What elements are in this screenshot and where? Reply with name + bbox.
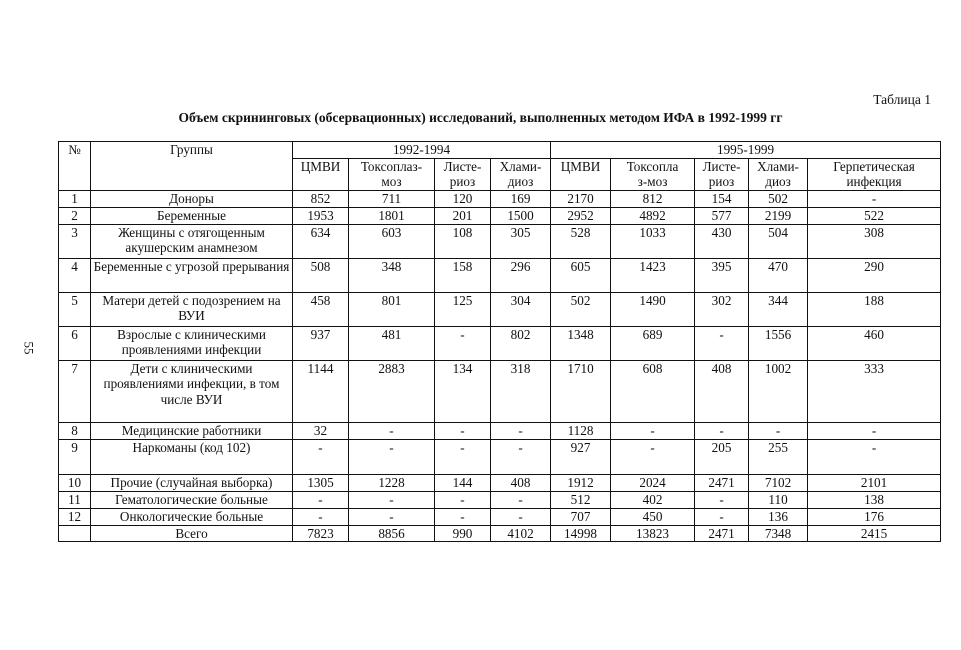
row-value: 1033 <box>611 224 695 258</box>
row-value: 460 <box>808 326 941 360</box>
row-value: 2471 <box>695 474 749 491</box>
row-value: 344 <box>749 292 808 326</box>
row-number: 5 <box>59 292 91 326</box>
header-column: Листе- риоз <box>435 158 491 190</box>
row-value: - <box>695 508 749 525</box>
row-value: 255 <box>749 439 808 474</box>
row-value: 450 <box>611 508 695 525</box>
table-row <box>59 224 941 258</box>
table-label: Таблица 1 <box>873 92 931 107</box>
row-value: 188 <box>808 292 941 326</box>
row-value: 304 <box>491 292 551 326</box>
page-number: 55 <box>21 341 37 355</box>
table-row <box>59 326 941 360</box>
row-value: 1500 <box>491 207 551 224</box>
row-value: - <box>349 508 435 525</box>
row-value: 1128 <box>551 422 611 439</box>
row-value: 134 <box>435 360 491 422</box>
row-value: 395 <box>695 258 749 292</box>
row-value: 634 <box>293 224 349 258</box>
header-column: ЦМВИ <box>551 158 611 190</box>
header-column: Токсопла з-моз <box>611 158 695 190</box>
row-value: 296 <box>491 258 551 292</box>
row-number: 10 <box>59 474 91 491</box>
row-value: 603 <box>349 224 435 258</box>
row-value: 1710 <box>551 360 611 422</box>
row-value: 2883 <box>349 360 435 422</box>
row-value: 2952 <box>551 207 611 224</box>
row-value: - <box>293 439 349 474</box>
row-value: - <box>491 508 551 525</box>
row-value: 402 <box>611 491 695 508</box>
row-value: 1953 <box>293 207 349 224</box>
row-value: 512 <box>551 491 611 508</box>
row-value: 305 <box>491 224 551 258</box>
row-value: 408 <box>491 474 551 491</box>
row-group: Матери детей с подозрением на ВУИ <box>91 292 293 326</box>
row-group: Наркоманы (код 102) <box>91 439 293 474</box>
table-row <box>59 508 941 525</box>
table-row <box>59 207 941 224</box>
row-value: 144 <box>435 474 491 491</box>
row-group: Беременные <box>91 207 293 224</box>
row-value: - <box>435 422 491 439</box>
table-title: Объем скрининговых (обсервационных) исследований, выполненных методом ИФА в 1992-1999 гг <box>178 110 783 125</box>
row-value: 2199 <box>749 207 808 224</box>
table-row <box>59 439 941 474</box>
row-number: 6 <box>59 326 91 360</box>
row-value: - <box>349 422 435 439</box>
row-number: 1 <box>59 190 91 207</box>
row-group: Беременные с угрозой прерывания <box>91 258 293 292</box>
row-value: 1228 <box>349 474 435 491</box>
row-value: 7102 <box>749 474 808 491</box>
total-value: 8856 <box>349 525 435 542</box>
table-row <box>59 258 941 292</box>
row-value: 408 <box>695 360 749 422</box>
row-value: - <box>491 422 551 439</box>
row-value: 201 <box>435 207 491 224</box>
row-value: 1912 <box>551 474 611 491</box>
row-value: - <box>611 439 695 474</box>
row-value: 1305 <box>293 474 349 491</box>
row-value: - <box>435 326 491 360</box>
row-value: 333 <box>808 360 941 422</box>
row-value: 176 <box>808 508 941 525</box>
table-row <box>59 422 941 439</box>
header-column: Хлами- диоз <box>491 158 551 190</box>
row-value: 169 <box>491 190 551 207</box>
row-value: 937 <box>293 326 349 360</box>
row-value: - <box>695 326 749 360</box>
row-value: 32 <box>293 422 349 439</box>
row-value: 1556 <box>749 326 808 360</box>
table-row <box>59 360 941 422</box>
row-value: - <box>491 491 551 508</box>
row-value: 1490 <box>611 292 695 326</box>
row-value: 927 <box>551 439 611 474</box>
row-value: 430 <box>695 224 749 258</box>
row-group: Женщины с отягощенным акушерским анамнезом <box>91 224 293 258</box>
header-column: ЦМВИ <box>293 158 349 190</box>
row-value: - <box>611 422 695 439</box>
header-groups: Группы <box>91 142 293 191</box>
table-row <box>59 292 941 326</box>
row-value: - <box>349 439 435 474</box>
header-period-2: 1995-1999 <box>551 142 941 159</box>
row-value: 136 <box>749 508 808 525</box>
row-value: 528 <box>551 224 611 258</box>
table-row <box>59 474 941 491</box>
row-value: - <box>293 508 349 525</box>
row-value: 689 <box>611 326 695 360</box>
row-value: 481 <box>349 326 435 360</box>
row-value: 138 <box>808 491 941 508</box>
row-value: 502 <box>551 292 611 326</box>
row-value: - <box>435 439 491 474</box>
row-value: 605 <box>551 258 611 292</box>
row-number: 2 <box>59 207 91 224</box>
header-column: Листе- риоз <box>695 158 749 190</box>
row-value: 1801 <box>349 207 435 224</box>
row-value: 318 <box>491 360 551 422</box>
total-value: 7823 <box>293 525 349 542</box>
row-number: 8 <box>59 422 91 439</box>
row-group: Прочие (случайная выборка) <box>91 474 293 491</box>
row-value: 812 <box>611 190 695 207</box>
row-value: - <box>808 190 941 207</box>
row-value: 158 <box>435 258 491 292</box>
row-value: - <box>749 422 808 439</box>
row-value: 4892 <box>611 207 695 224</box>
row-number: 4 <box>59 258 91 292</box>
row-value: - <box>349 491 435 508</box>
row-value: 110 <box>749 491 808 508</box>
row-value: 125 <box>435 292 491 326</box>
row-number: 3 <box>59 224 91 258</box>
row-value: 801 <box>349 292 435 326</box>
row-value: - <box>435 491 491 508</box>
row-value: 348 <box>349 258 435 292</box>
row-value: 522 <box>808 207 941 224</box>
total-label: Всего <box>91 525 293 542</box>
total-value: 2415 <box>808 525 941 542</box>
row-value: - <box>695 491 749 508</box>
row-number: 12 <box>59 508 91 525</box>
row-group: Онкологические больные <box>91 508 293 525</box>
header-period-1: 1992-1994 <box>293 142 551 159</box>
row-group: Дети с клиническими проявлениями инфекции, в том числе ВУИ <box>91 360 293 422</box>
table-row <box>59 491 941 508</box>
total-value: 7348 <box>749 525 808 542</box>
row-value: - <box>293 491 349 508</box>
row-value: 205 <box>695 439 749 474</box>
header-column: Токсоплаз- моз <box>349 158 435 190</box>
total-value: 2471 <box>695 525 749 542</box>
row-value: 577 <box>695 207 749 224</box>
row-value: 120 <box>435 190 491 207</box>
row-value: - <box>808 439 941 474</box>
row-value: 1348 <box>551 326 611 360</box>
table-row <box>59 190 941 207</box>
total-value: 13823 <box>611 525 695 542</box>
row-value: 852 <box>293 190 349 207</box>
row-value: 608 <box>611 360 695 422</box>
row-group: Медицинские работники <box>91 422 293 439</box>
header-column: Хлами- диоз <box>749 158 808 190</box>
row-value: 290 <box>808 258 941 292</box>
row-number: 9 <box>59 439 91 474</box>
row-value: 802 <box>491 326 551 360</box>
row-value: 1144 <box>293 360 349 422</box>
row-group: Доноры <box>91 190 293 207</box>
row-number: 11 <box>59 491 91 508</box>
row-value: - <box>808 422 941 439</box>
total-value: 4102 <box>491 525 551 542</box>
row-value: 504 <box>749 224 808 258</box>
row-value: 470 <box>749 258 808 292</box>
row-value: 154 <box>695 190 749 207</box>
row-value: 1002 <box>749 360 808 422</box>
row-number: 7 <box>59 360 91 422</box>
row-group: Гематологические больные <box>91 491 293 508</box>
row-value: 707 <box>551 508 611 525</box>
row-group: Взрослые с клиническими проявлениями инфекции <box>91 326 293 360</box>
total-value: 14998 <box>551 525 611 542</box>
row-value: 458 <box>293 292 349 326</box>
row-value: 302 <box>695 292 749 326</box>
total-value: 990 <box>435 525 491 542</box>
header-num: № <box>59 142 91 191</box>
row-value: 108 <box>435 224 491 258</box>
row-value: - <box>435 508 491 525</box>
row-value: - <box>695 422 749 439</box>
row-number <box>59 525 91 542</box>
row-value: 1423 <box>611 258 695 292</box>
row-value: 502 <box>749 190 808 207</box>
row-value: - <box>491 439 551 474</box>
row-value: 2024 <box>611 474 695 491</box>
row-value: 508 <box>293 258 349 292</box>
row-value: 2170 <box>551 190 611 207</box>
screening-table <box>58 141 941 542</box>
row-value: 711 <box>349 190 435 207</box>
row-value: 308 <box>808 224 941 258</box>
total-row <box>59 525 941 542</box>
row-value: 2101 <box>808 474 941 491</box>
header-column: Герпетическая инфекция <box>808 158 941 190</box>
